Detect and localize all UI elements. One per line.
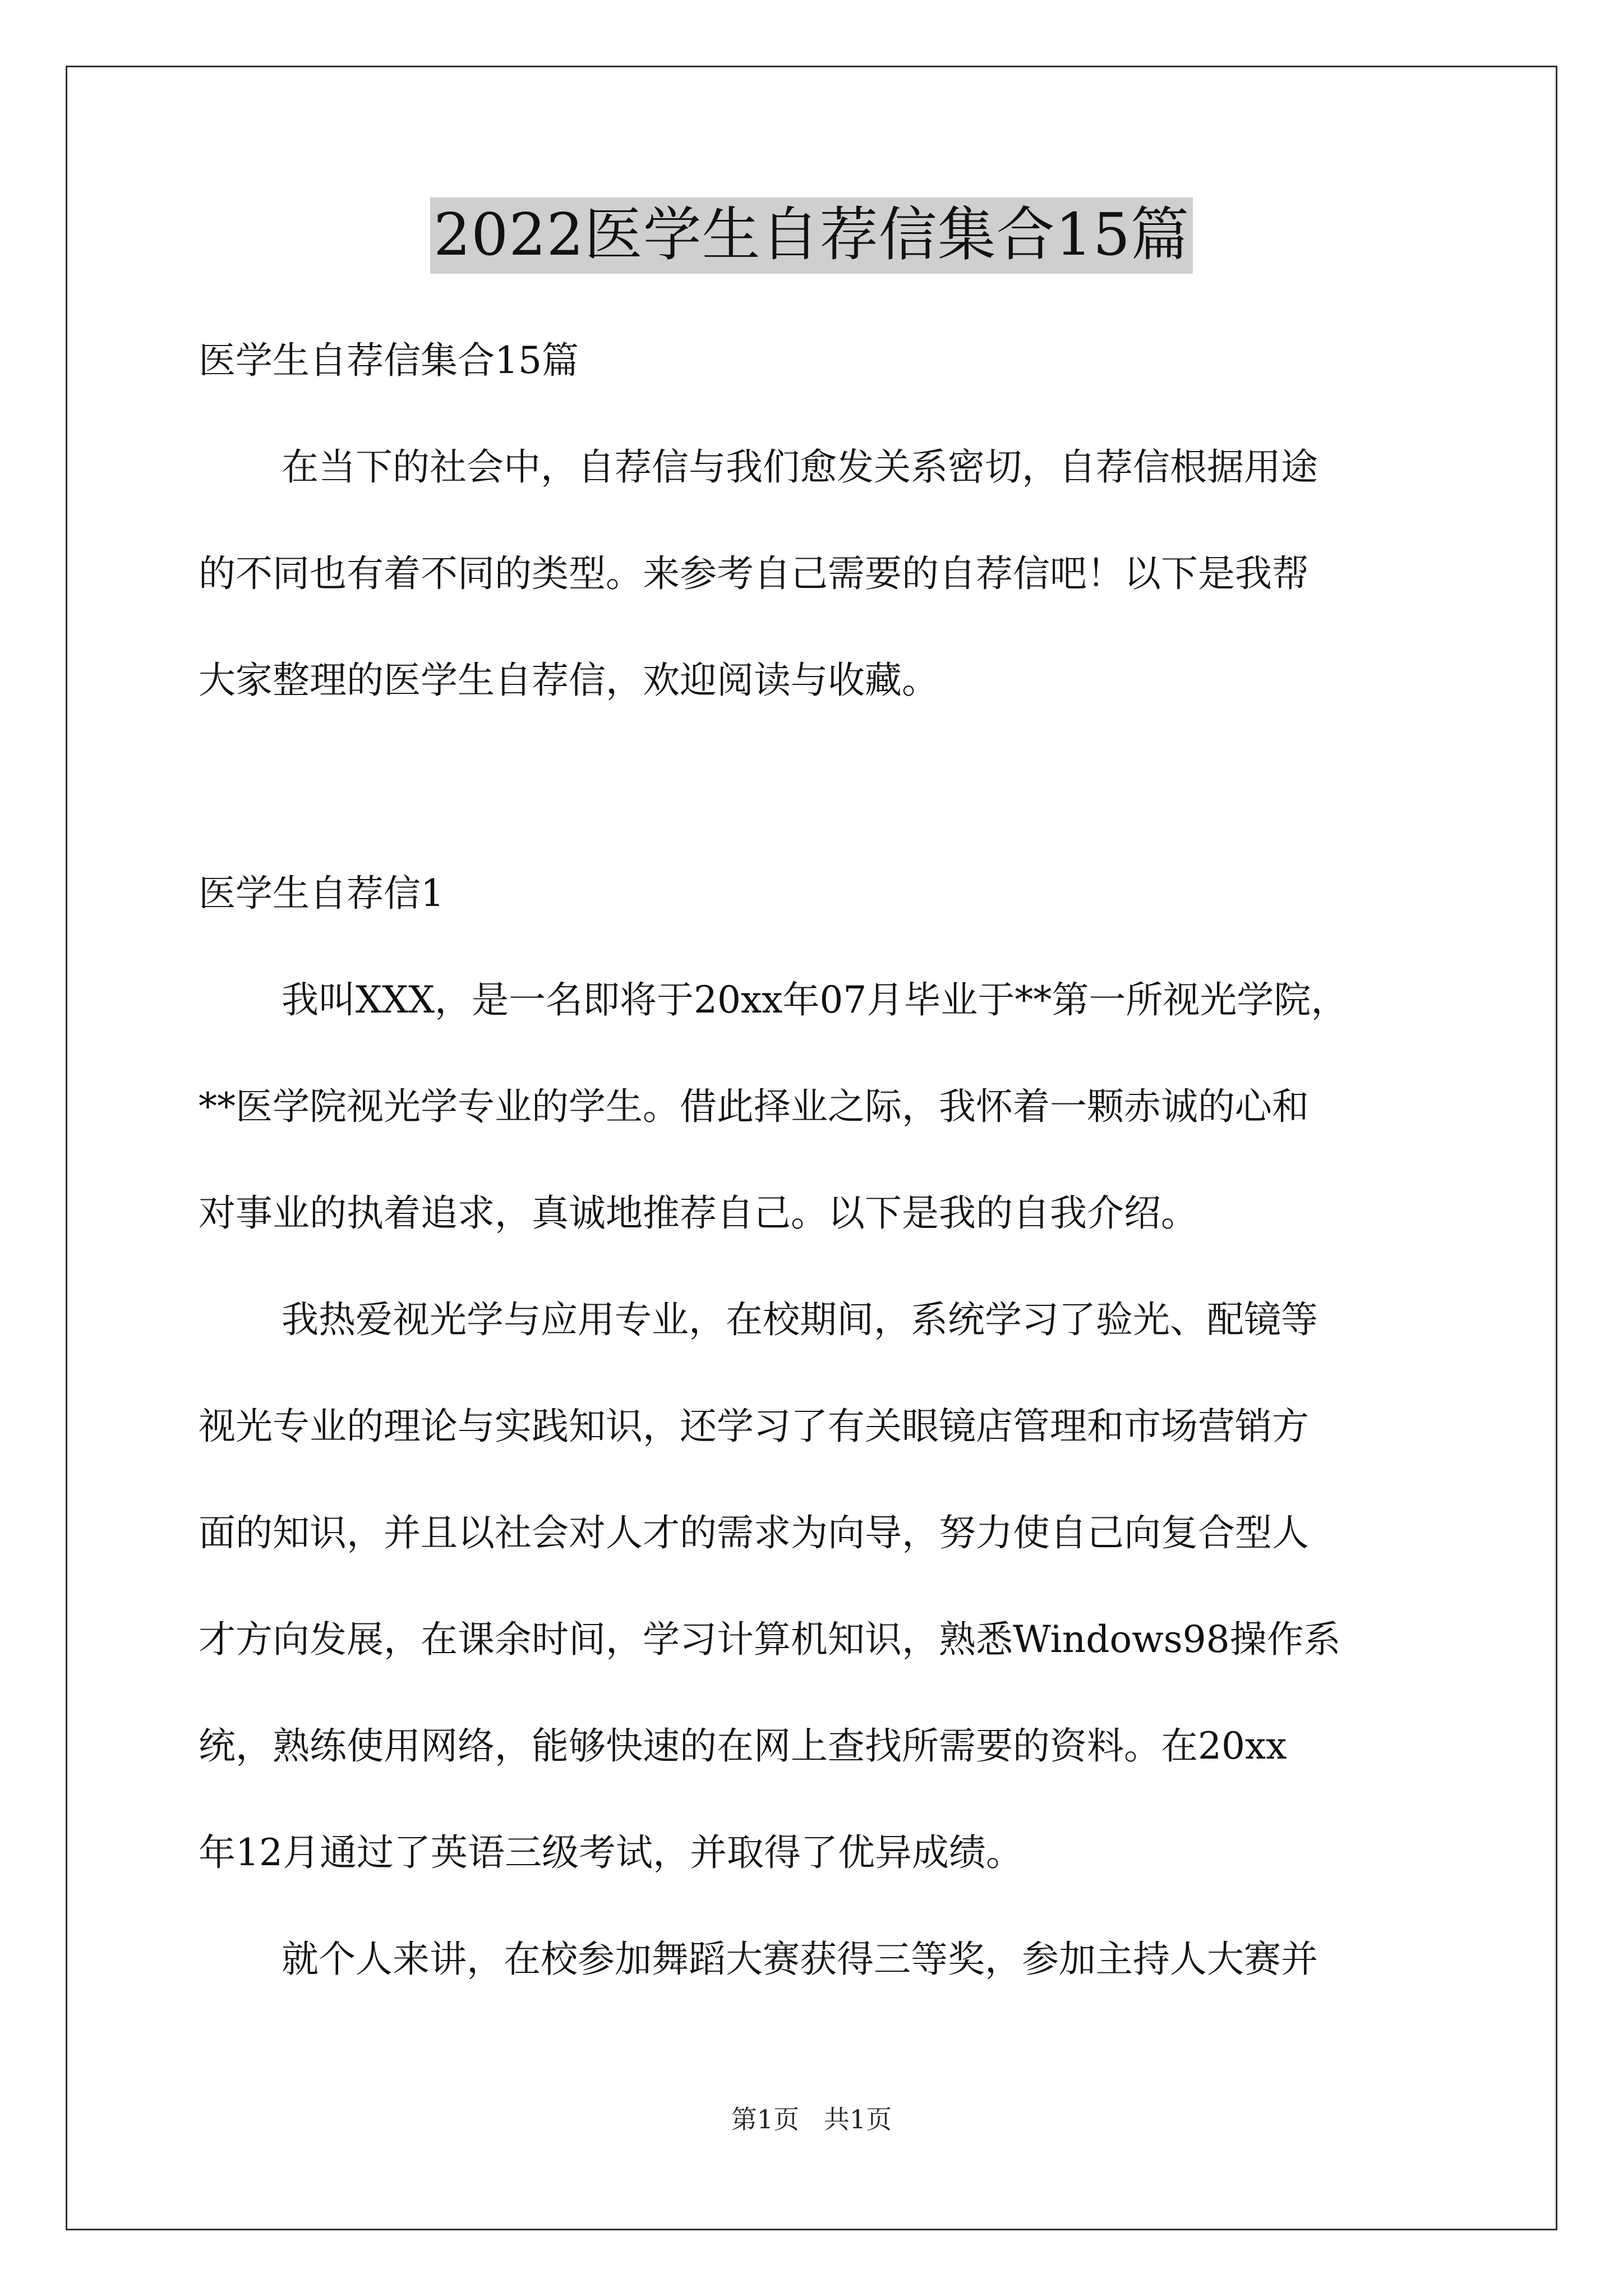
paragraph-line: 的不同也有着不同的类型。来参考自己需要的自荐信吧！以下是我帮 <box>199 552 1309 595</box>
paragraph-line: 年12月通过了英语三级考试，并取得了优异成绩。 <box>199 1831 1023 1874</box>
paragraph-line: **医学院视光学专业的学生。借此择业之际，我怀着一颗赤诚的心和 <box>199 1085 1309 1128</box>
paragraph-line: 面的知识，并且以社会对人才的需求为向导，努力使自己向复合型人 <box>199 1511 1309 1554</box>
paragraph-line: 视光专业的理论与实践知识，还学习了有关眼镜店管理和市场营销方 <box>199 1405 1309 1448</box>
document-title-text: 2022医学生自荐信集合15篇 <box>430 197 1193 274</box>
paragraph-line: 大家整理的医学生自荐信，欢迎阅读与收藏。 <box>199 659 939 702</box>
subtitle-line: 医学生自荐信集合15篇 <box>199 339 579 382</box>
document-body <box>199 307 1432 2013</box>
paragraph-line: 我叫XXX，是一名即将于20xx年07月毕业于**第一所视光学院， <box>282 978 1348 1022</box>
paragraph-line: 我热爱视光学与应用专业，在校期间，系统学习了验光、配镜等 <box>282 1298 1318 1341</box>
document-title <box>0 197 1623 274</box>
paragraph-line: 才方向发展，在课余时间，学习计算机知识，熟悉Windows98操作系 <box>199 1618 1341 1661</box>
paragraph-line: 就个人来讲，在校参加舞蹈大赛获得三等奖，参加主持人大赛并 <box>282 1938 1318 1981</box>
paragraph-line: 统，熟练使用网络，能够快速的在网上查找所需要的资料。在20xx <box>199 1724 1287 1768</box>
section-heading: 医学生自荐信1 <box>199 872 444 915</box>
paragraph-line: 对事业的执着追求，真诚地推荐自己。以下是我的自我介绍。 <box>199 1191 1198 1235</box>
page-footer: 第1页 共1页 <box>731 2104 892 2134</box>
paragraph-line: 在当下的社会中，自荐信与我们愈发关系密切，自荐信根据用途 <box>282 445 1318 489</box>
blank-line <box>199 734 1432 840</box>
